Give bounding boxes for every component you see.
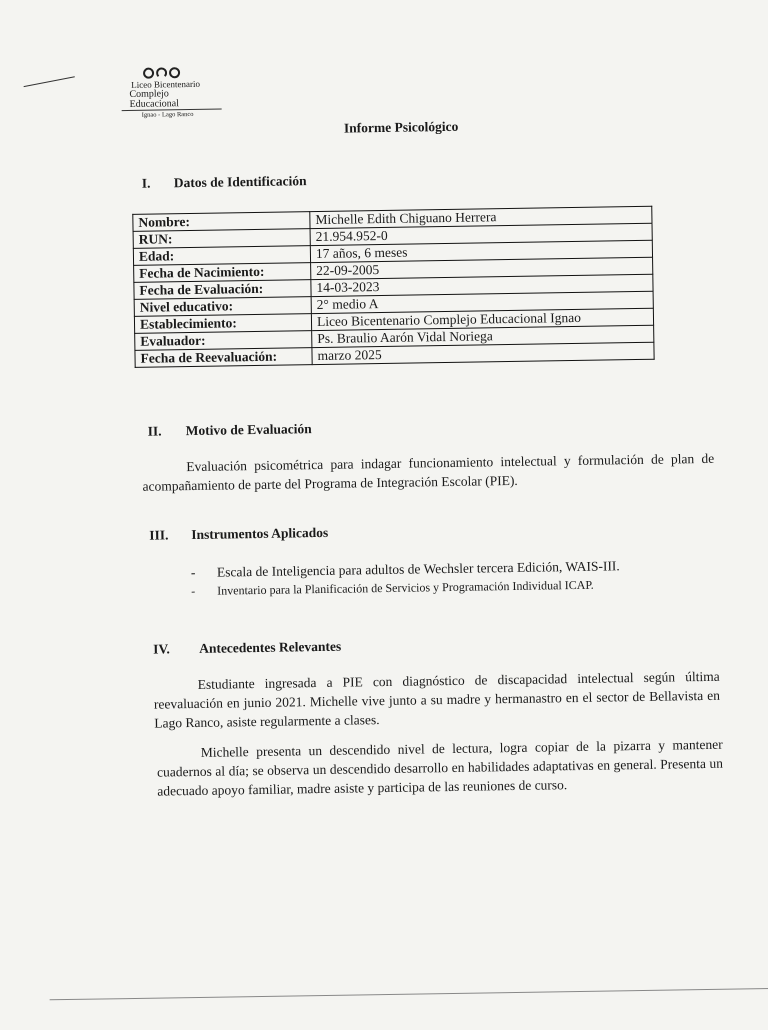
pen-mark	[24, 76, 75, 87]
field-label: RUN:	[133, 229, 310, 249]
identification-table	[132, 206, 654, 368]
field-label: Nombre:	[133, 212, 310, 232]
page-title: Informe Psicológico	[343, 118, 459, 136]
field-value: 2° medio A	[311, 291, 653, 313]
instrument-text: Escala de Inteligencia para adultos de Wechsler tercera Edición, WAIS-III.	[216, 558, 620, 580]
field-value: marzo 2025	[312, 342, 654, 364]
field-label: Edad:	[133, 246, 310, 266]
section-number: I.	[141, 175, 151, 191]
field-value: 17 años, 6 meses	[310, 240, 652, 262]
section-heading-antecedentes	[153, 639, 341, 658]
section-number: II.	[147, 423, 162, 439]
instrument-text: Inventario para la Planificación de Servicios y Programación Individual ICAP.	[217, 577, 594, 598]
field-value: 21.954.952-0	[310, 223, 652, 245]
section-heading-instrumentos	[149, 525, 328, 544]
field-value: Liceo Bicentenario Complejo Educacional Ignao	[311, 308, 653, 330]
field-label: Fecha de Evaluación:	[134, 280, 311, 300]
logo-emblem-icon	[143, 67, 221, 79]
bullet-dash: -	[190, 564, 196, 581]
field-label: Evaluador:	[135, 331, 312, 351]
section-heading-identification	[142, 173, 307, 192]
field-value: Michelle Edith Chiguano Herrera	[310, 206, 652, 228]
field-label: Establecimiento:	[134, 314, 311, 334]
section-title: Motivo de Evaluación	[185, 421, 312, 439]
section-number: IV.	[153, 641, 170, 657]
field-label: Fecha de Reevaluación:	[135, 348, 312, 368]
field-value: 22-09-2005	[311, 257, 653, 279]
school-logo	[121, 67, 222, 121]
motivo-paragraph: Evaluación psicométrica para indagar funcionamiento intelectual y formulación de plan de acompañamiento de parte del Programa de Integración Escolar (PIE).	[142, 450, 715, 494]
antecedentes-paragraph-1: Estudiante ingresada a PIE con diagnóstico de discapacidad intelectual según última reevaluación en junio 2021. Michelle vive junto a su madre y hermanastro en el sector de Bellavista en Lago Ranco, asiste regularmente a clases.	[153, 668, 721, 731]
field-value: 14-03-2023	[311, 274, 653, 296]
bullet-dash: -	[191, 583, 196, 599]
logo-line-1: Liceo Bicentenario	[131, 78, 201, 90]
logo-line-3: Ignao - Lago Ranco	[141, 110, 194, 119]
instruments-list	[191, 556, 620, 601]
section-title: Instrumentos Aplicados	[191, 524, 329, 543]
field-value: Ps. Braulio Aarón Vidal Noriega	[312, 325, 654, 347]
logo-line-2: Complejo Educacional	[121, 89, 221, 112]
antecedentes-paragraph-2: Michelle presenta un descendido nivel de lectura, logra copiar de la pizarra y mantener cuadernos al día; se observa un descendido desarrollo en habilidades adaptativas en general. Presenta un adecuado apoyo familiar, madre asiste y participa de las reuniones de curso.	[156, 736, 724, 799]
section-heading-motivo	[148, 421, 312, 440]
section-number: III.	[149, 527, 169, 543]
bottom-rule	[50, 988, 768, 1000]
section-title: Datos de Identificación	[173, 173, 307, 191]
field-label: Fecha de Nacimiento:	[134, 263, 311, 283]
field-label: Nivel educativo:	[134, 297, 311, 317]
section-title: Antecedentes Relevantes	[199, 638, 342, 656]
